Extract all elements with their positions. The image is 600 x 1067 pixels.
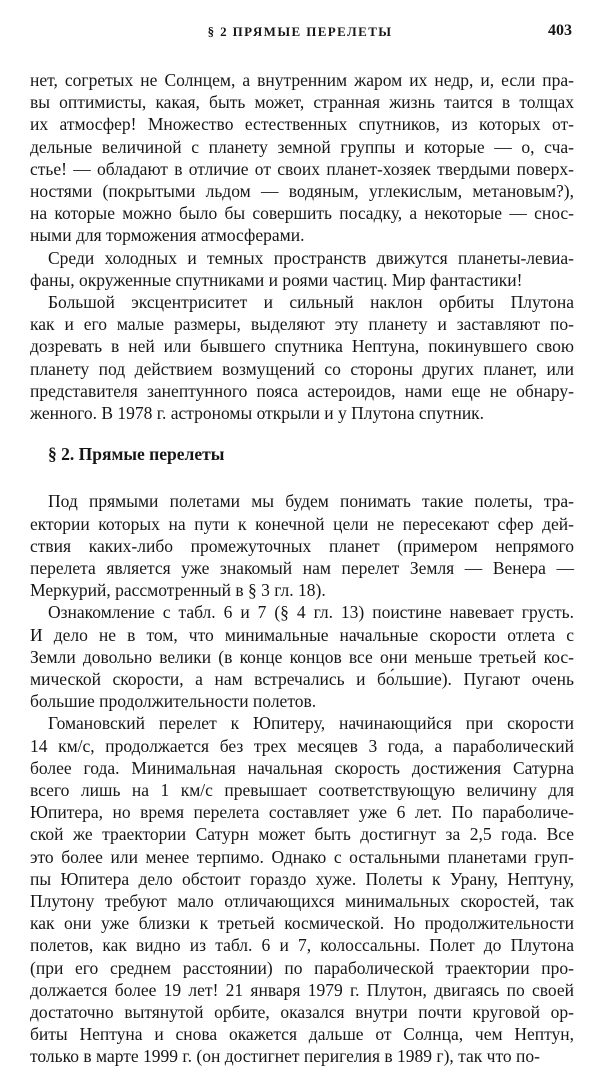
- text-line: Большой эксцентриситет и сильный наклон орбиты Плутона: [48, 292, 574, 312]
- section-heading: § 2. Прямые перелеты: [48, 444, 225, 465]
- text-line: вы оптимисты, какая, быть может, странная жизнь таится в толщах: [30, 92, 574, 113]
- text-line: стье! — обладают в отличие от своих планет-хозяек твердыми поверх-: [30, 158, 574, 179]
- text-line: Юпитера, но время перелета составляет уже 6 лет. По параболиче-: [30, 802, 574, 823]
- text-line: пы Юпитера дело обстоит гораздо хуже. Полеты к Урану, Нептуну,: [30, 868, 574, 889]
- text-line: нет, согретых не Солнцем, а внутренним жаром их недр, и, если пра-: [30, 70, 574, 90]
- text-line: как они уже близки к третьей космической. Но продолжительности: [30, 913, 574, 934]
- text-line: представителя занептунного пояса астероидов, нами еще не обнару-: [30, 380, 574, 401]
- text-line: Ознакомление с табл. 6 и 7 (§ 4 гл. 13) поистине навевает грусть.: [48, 602, 574, 623]
- running-head: [0, 22, 600, 46]
- text-line: это более или менее терпимо. Однако с остальными планетами груп-: [30, 846, 574, 867]
- text-line: на которые можно было бы совершить посадку, а некоторые — снос-: [30, 203, 574, 224]
- text-line: их атмосфер! Множество естественных спутников, из которых от-: [30, 114, 574, 135]
- text-line: Земли довольно велики (в конце концов все они меньше третьей кос-: [30, 646, 574, 667]
- text-line: только в марте 1999 г. (он достигнет перигелия в 1989 г), так что по-: [30, 1046, 540, 1067]
- running-title: § 2 ПРЯМЫЕ ПЕРЕЛЕТЫ: [207, 24, 393, 39]
- page-number: 403: [548, 22, 572, 39]
- text-line: Меркурий, рассмотренный в § 3 гл. 18).: [30, 580, 326, 601]
- text-line: более года. Минимальная начальная скорость достижения Сатурна: [30, 757, 574, 778]
- text-line: ными для торможения атмосферами.: [30, 225, 305, 246]
- text-line: полетов, как видно из табл. 6 и 7, колоссальны. Полет до Плутона: [30, 935, 574, 956]
- text-line: Под прямыми полетами мы будем понимать такие полеты, тра-: [48, 491, 574, 512]
- text-line: 14 км/с, продолжается без трех месяцев 3 года, а параболический: [30, 735, 574, 756]
- text-line: ектории которых на пути к конечной цели не пересекают сфер дей-: [30, 513, 574, 534]
- text-line: большие продолжительности полетов.: [30, 691, 317, 712]
- text-line: Плутону требуют мало отличающихся минимальных скоростей, так: [30, 891, 574, 911]
- text-line: Гомановский перелет к Юпитеру, начинающийся при скорости: [48, 713, 574, 734]
- text-line: дельные величиной с планету земной группы и которые — о, сча-: [30, 136, 574, 157]
- text-line: И дело не в том, что минимальные начальные скорости отлета с: [30, 624, 574, 645]
- text-line: фаны, окруженные спутниками и роями частиц. Мир фантастики!: [30, 269, 523, 290]
- text-line: Среди холодных и темных пространств движутся планеты-левиа-: [48, 247, 574, 268]
- text-line: (при его среднем расстоянии) по параболической траектории про-: [30, 957, 574, 978]
- text-line: мической скорости, а нам встречались и бо́льшие). Пугают очень: [30, 669, 574, 689]
- text-line: дозревать в ней или бывшего спутника Нептуна, покинувшего свою: [30, 336, 574, 357]
- text-line: всего лишь на 1 км/с превышает соответствующую величину для: [30, 780, 574, 800]
- text-line: перелета является уже знакомый нам перелет Земля — Венера —: [30, 558, 574, 578]
- text-line: женного. В 1978 г. астрономы открыли и у Плутона спутник.: [30, 403, 485, 423]
- text-line: планету под действием возмущений со стороны других планет, или: [30, 358, 574, 379]
- text-line: ностями (покрытыми льдом — водяным, углекислым, метановым?),: [30, 181, 574, 201]
- text-line: ствия каких-либо промежуточных планет (примером непрямого: [30, 535, 574, 556]
- text-line: биты Нептуна и снова окажется дальше от Солнца, чем Нептун,: [30, 1024, 574, 1045]
- text-line: должается более 19 лет! 21 января 1979 г. Плутон, двигаясь по своей: [30, 979, 574, 1000]
- text-line: ской же траектории Сатурн может быть достигнут за 2,5 года. Все: [30, 824, 574, 845]
- text-line: как и его малые размеры, выделяют эту планету и заставляют по-: [30, 314, 574, 335]
- text-line: достаточно вытянутой орбите, оказался внутри почти круговой ор-: [30, 1002, 574, 1022]
